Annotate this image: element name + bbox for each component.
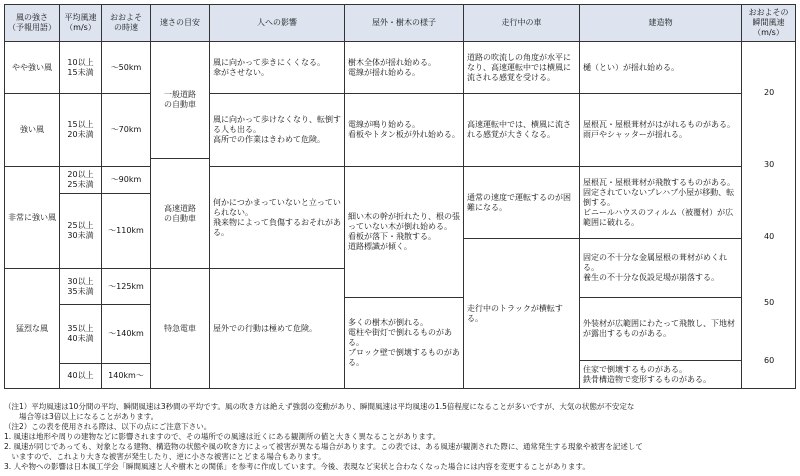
kmh-row-4: ～110km [101, 193, 151, 269]
avg-speed-row-5: 30以上 35未満 [59, 268, 102, 305]
people-impact-4: 屋外での行動は極めて危険。 [209, 268, 345, 389]
gust-label-30: 30 [764, 160, 775, 169]
note-line: 場合等は3倍以上になることがあります。 [4, 412, 159, 421]
building-impact-3: 屋根瓦・屋根葺材が飛散するものがある。 固定されていないプレハブ小屋が移動、転倒する。 ビニールハウスのフィルム（被覆材）が広範囲に破れる。 [579, 166, 742, 239]
kmh-row-5: ～125km [101, 268, 151, 305]
gust-label-20: 20 [764, 88, 775, 97]
kmh-row-6: ～140km [101, 304, 151, 364]
gust-label-60: 60 [764, 356, 775, 365]
kmh-row-1: ～50km [101, 41, 151, 94]
building-impact-5: 外装材が広範囲にわたって飛散し、下地材が露出するものがある。 [579, 297, 742, 361]
moving-car-2: 高速運転中では、横風に流される感覚が大きくなる。 [463, 93, 580, 167]
header-wind-strength: 風の強さ （予報用語） [4, 4, 60, 42]
note-line: 1. 風速は地形や周りの建物などに影響されますので、その場所での風速は近くにある観測所の値と大きく異なることがあります。 [4, 432, 441, 441]
building-impact-6: 住家で倒壊するものがある。 鉄骨構造物で変形するものがある。 [579, 360, 742, 389]
header-approx-kmh: おおよそ の時速 [101, 4, 151, 42]
strength-hijou-ni-tsuyoi: 非常に強い風 [4, 166, 60, 269]
outdoor-trees-4: 多くの樹木が倒れる。 電柱や街灯で倒れるものがある。 ブロック壁で倒壊するものがある。 [344, 297, 464, 389]
building-impact-4: 固定の不十分な金属屋根の葺材がめくれる。 養生の不十分な仮設足場が崩落する。 [579, 238, 742, 298]
guide-express-train: 特急電車 [150, 268, 210, 389]
moving-car-1: 道路の吹流しの角度が水平になり、高速運転中では横風に流される感覚を受ける。 [463, 41, 580, 94]
strength-tsuyoi: 強い風 [4, 93, 60, 167]
note-line: いますので、これより大きな被害が発生したり、逆に小さな被害にとどまる場合もあります。 [4, 452, 326, 461]
strength-yaya-tsuyoi: やや強い風 [4, 41, 60, 94]
guide-highway-car: 高速道路 の自動車 [150, 158, 210, 269]
building-impact-1: 樋（とい）が揺れ始める。 [579, 41, 742, 94]
kmh-row-7: 140km～ [101, 363, 151, 389]
people-impact-1: 風に向かって歩きにくくなる。 傘がさせない。 [209, 41, 345, 94]
note-line: （注2）この表を使用される際は、以下の点にご注意下さい。 [4, 422, 212, 431]
header-speed-guide: 速さの目安 [150, 4, 210, 42]
people-impact-3: 何かにつかまっていないと立っていられない。 飛来物によって負傷するおそれがある。 [209, 166, 345, 269]
outdoor-trees-3: 細い木の幹が折れたり、根の張っていない木が倒れ始める。 看板が落下・飛散する。 道路標識が傾く。 [344, 166, 464, 298]
avg-speed-row-7: 40以上 [59, 363, 102, 389]
strength-mouretsu: 猛烈な風 [4, 268, 60, 389]
avg-speed-row-4: 25以上 30未満 [59, 193, 102, 269]
outdoor-trees-1: 樹木全体が揺れ始める。 電線が揺れ始める。 [344, 41, 464, 94]
header-avg-speed: 平均風速 （m/s） [59, 4, 102, 42]
building-impact-2: 屋根瓦・屋根葺材がはがれるものがある。 雨戸やシャッターが揺れる。 [579, 93, 742, 167]
moving-car-4: 走行中のトラックが横転する。 [463, 238, 580, 389]
note-line: 2. 風速が同じであっても、対象となる建物、構造物の状態や風の吹き方によって被害が異なる場合があります。この表では、ある風速が観測された際に、通常発生する現象や被害を記述して [4, 442, 643, 451]
avg-speed-row-6: 35以上 40未満 [59, 304, 102, 364]
gust-label-50: 50 [764, 298, 775, 307]
header-people-impact: 人への影響 [209, 4, 345, 42]
kmh-row-2: ～70km [101, 93, 151, 167]
people-impact-2: 風に向かって歩けなくなり、転倒する人も出る。 高所での作業はきわめて危険。 [209, 93, 345, 167]
kmh-row-3: ～90km [101, 166, 151, 194]
guide-ordinary-road-car: 一般道路 の自動車 [150, 41, 210, 159]
header-moving-car: 走行中の車 [463, 4, 580, 42]
avg-speed-row-3: 20以上 25未満 [59, 166, 102, 194]
gust-label-40: 40 [764, 232, 775, 241]
avg-speed-row-1: 10以上 15未満 [59, 41, 102, 94]
header-outdoor-trees: 屋外・樹木の様子 [344, 4, 464, 42]
header-gust-speed: おおよその 瞬間風速 （m/s） [741, 4, 796, 42]
note-line: 3. 人や物への影響は日本風工学会「瞬間風速と人や樹木との関係」を参考に作成しています。今後、表現など実状と合わなくなった場合には内容を変更することがあります。 [4, 462, 590, 471]
header-buildings: 建造物 [579, 4, 742, 42]
footnotes [4, 402, 796, 472]
note-line: （注1）平均風速は10分間の平均、瞬間風速は3秒間の平均です。風の吹き方は絶えず強弱の変動があり、瞬間風速は平均風速の1.5倍程度になることが多いですが、大気の状態が不安定な [4, 402, 635, 411]
outdoor-trees-2: 電線が鳴り始める。 看板やトタン板が外れ始める。 [344, 93, 464, 167]
moving-car-3: 通常の速度で運転するのが困難になる。 [463, 166, 580, 239]
avg-speed-row-2: 15以上 20未満 [59, 93, 102, 167]
